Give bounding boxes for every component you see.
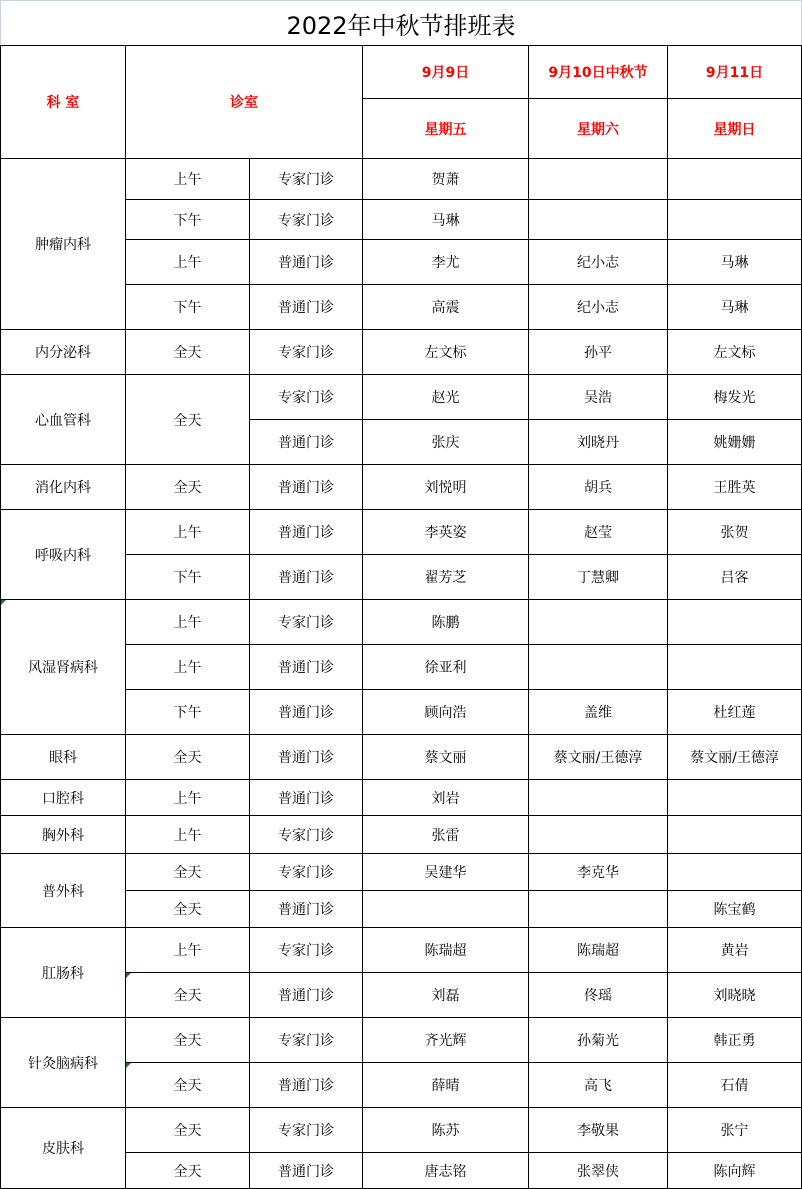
doctor-cell-day3 (668, 159, 802, 200)
doctor-cell-day1: 吴建华 (363, 854, 529, 891)
doctor-cell-day1: 赵光 (363, 375, 529, 420)
table-row (1, 1018, 802, 1063)
clinic-type-cell: 专家门诊 (250, 928, 363, 973)
doctor-cell-day1: 蔡文丽 (363, 735, 529, 780)
session-cell: 上午 (126, 159, 250, 200)
doctor-cell-day1: 刘岩 (363, 780, 529, 816)
doctor-cell-day2: 丁慧卿 (529, 555, 668, 600)
doctor-cell-day1: 陈苏 (363, 1108, 529, 1153)
dept-name-cell: 呼吸内科 (1, 510, 126, 600)
session-cell: 下午 (126, 555, 250, 600)
clinic-type-cell: 普通门诊 (250, 735, 363, 780)
doctor-cell-day2 (529, 645, 668, 690)
session-cell: 全天 (126, 891, 250, 928)
doctor-cell-day2 (529, 816, 668, 854)
cell-comment-marker (126, 1063, 131, 1068)
clinic-type-cell: 普通门诊 (250, 1153, 363, 1189)
doctor-cell-day3: 王胜英 (668, 465, 802, 510)
doctor-cell-day3 (668, 780, 802, 816)
header-date-3: 9月11日 (668, 46, 802, 99)
dept-name-cell: 心血管科 (1, 375, 126, 465)
doctor-cell-day2 (529, 200, 668, 240)
session-cell: 全天 (126, 973, 250, 1018)
clinic-type-cell: 普通门诊 (250, 780, 363, 816)
doctor-cell-day2: 佟瑶 (529, 973, 668, 1018)
dept-name-cell: 皮肤科 (1, 1108, 126, 1189)
clinic-type-cell: 普通门诊 (250, 645, 363, 690)
doctor-cell-day2: 赵莹 (529, 510, 668, 555)
doctor-cell-day2: 李敬果 (529, 1108, 668, 1153)
session-cell: 下午 (126, 200, 250, 240)
clinic-type-cell: 普通门诊 (250, 690, 363, 735)
clinic-type-cell: 普通门诊 (250, 1063, 363, 1108)
clinic-type-cell: 普通门诊 (250, 285, 363, 330)
table-row (1, 854, 802, 891)
doctor-cell-day1 (363, 891, 529, 928)
table-row (1, 600, 802, 645)
header-weekday-2: 星期六 (529, 99, 668, 159)
doctor-cell-day1: 刘悦明 (363, 465, 529, 510)
table-row (1, 159, 802, 200)
dept-name-cell: 胸外科 (1, 816, 126, 854)
doctor-cell-day3: 马琳 (668, 285, 802, 330)
doctor-cell-day3: 左文标 (668, 330, 802, 375)
dept-name-cell: 普外科 (1, 854, 126, 928)
doctor-cell-day2: 张翠侠 (529, 1153, 668, 1189)
table-row (1, 780, 802, 816)
session-cell: 全天 (126, 465, 250, 510)
dept-name-cell: 消化内科 (1, 465, 126, 510)
dept-name-cell: 肿瘤内科 (1, 159, 126, 330)
doctor-cell-day3: 姚姗姗 (668, 420, 802, 465)
doctor-cell-day2: 纪小志 (529, 285, 668, 330)
doctor-cell-day3: 韩正勇 (668, 1018, 802, 1063)
doctor-cell-day3 (668, 816, 802, 854)
table-row (1, 735, 802, 780)
table-row (1, 1108, 802, 1153)
session-cell: 上午 (126, 928, 250, 973)
doctor-cell-day2: 陈瑞超 (529, 928, 668, 973)
clinic-type-cell: 专家门诊 (250, 375, 363, 420)
clinic-type-cell: 专家门诊 (250, 1108, 363, 1153)
doctor-cell-day1: 徐亚利 (363, 645, 529, 690)
doctor-cell-day2 (529, 780, 668, 816)
clinic-type-cell: 普通门诊 (250, 555, 363, 600)
doctor-cell-day2: 纪小志 (529, 240, 668, 285)
doctor-cell-day3: 马琳 (668, 240, 802, 285)
clinic-type-cell: 专家门诊 (250, 600, 363, 645)
session-cell: 上午 (126, 780, 250, 816)
doctor-cell-day3 (668, 854, 802, 891)
cell-comment-marker (126, 973, 131, 978)
dept-name-cell: 风湿肾病科 (1, 600, 126, 735)
doctor-cell-day1: 翟芳芝 (363, 555, 529, 600)
session-cell: 上午 (126, 240, 250, 285)
doctor-cell-day2: 盖维 (529, 690, 668, 735)
clinic-type-cell: 普通门诊 (250, 973, 363, 1018)
sheet-title: 2022年中秋节排班表 (0, 0, 802, 45)
doctor-cell-day1: 陈瑞超 (363, 928, 529, 973)
session-cell: 全天 (126, 735, 250, 780)
header-date-2: 9月10日中秋节 (529, 46, 668, 99)
session-cell: 下午 (126, 285, 250, 330)
doctor-cell-day3 (668, 200, 802, 240)
clinic-type-cell: 普通门诊 (250, 510, 363, 555)
doctor-cell-day3: 刘晓晓 (668, 973, 802, 1018)
clinic-type-cell: 专家门诊 (250, 1018, 363, 1063)
table-row (1, 375, 802, 420)
header-date-1: 9月9日 (363, 46, 529, 99)
doctor-cell-day1: 陈鹏 (363, 600, 529, 645)
session-cell: 下午 (126, 690, 250, 735)
dept-name-cell: 针灸脑病科 (1, 1018, 126, 1108)
dept-name-cell: 肛肠科 (1, 928, 126, 1018)
doctor-cell-day1: 左文标 (363, 330, 529, 375)
doctor-cell-day2: 刘晓丹 (529, 420, 668, 465)
doctor-cell-day3: 杜红莲 (668, 690, 802, 735)
doctor-cell-day3: 吕客 (668, 555, 802, 600)
table-row (1, 465, 802, 510)
doctor-cell-day3 (668, 600, 802, 645)
session-cell: 全天 (126, 1153, 250, 1189)
session-cell: 上午 (126, 600, 250, 645)
doctor-cell-day2: 孙平 (529, 330, 668, 375)
doctor-cell-day2 (529, 600, 668, 645)
session-cell: 全天 (126, 1063, 250, 1108)
doctor-cell-day2: 吴浩 (529, 375, 668, 420)
doctor-cell-day3: 陈宝鹤 (668, 891, 802, 928)
schedule-table (0, 45, 802, 1189)
doctor-cell-day2: 孙菊光 (529, 1018, 668, 1063)
clinic-type-cell: 普通门诊 (250, 240, 363, 285)
doctor-cell-day1: 李尤 (363, 240, 529, 285)
session-cell: 全天 (126, 1108, 250, 1153)
dept-name-cell: 内分泌科 (1, 330, 126, 375)
doctor-cell-day1: 马琳 (363, 200, 529, 240)
doctor-cell-day3: 陈向辉 (668, 1153, 802, 1189)
doctor-cell-day1: 李英姿 (363, 510, 529, 555)
session-cell: 上午 (126, 645, 250, 690)
doctor-cell-day1: 张庆 (363, 420, 529, 465)
session-cell: 上午 (126, 510, 250, 555)
doctor-cell-day1: 顾向浩 (363, 690, 529, 735)
doctor-cell-day2: 高飞 (529, 1063, 668, 1108)
cell-comment-marker (1, 600, 6, 605)
doctor-cell-day3: 张宁 (668, 1108, 802, 1153)
doctor-cell-day2: 李克华 (529, 854, 668, 891)
header-dept: 科 室 (1, 46, 126, 159)
doctor-cell-day2: 蔡文丽/王德淳 (529, 735, 668, 780)
clinic-type-cell: 专家门诊 (250, 854, 363, 891)
clinic-type-cell: 专家门诊 (250, 159, 363, 200)
doctor-cell-day1: 薛晴 (363, 1063, 529, 1108)
doctor-cell-day1: 贺萧 (363, 159, 529, 200)
doctor-cell-day2: 胡兵 (529, 465, 668, 510)
header-clinic: 诊室 (126, 46, 363, 159)
dept-name-cell: 眼科 (1, 735, 126, 780)
header-weekday-3: 星期日 (668, 99, 802, 159)
doctor-cell-day1: 高震 (363, 285, 529, 330)
clinic-type-cell: 专家门诊 (250, 816, 363, 854)
session-cell: 全天 (126, 375, 250, 465)
table-row (1, 816, 802, 854)
doctor-cell-day1: 张雷 (363, 816, 529, 854)
clinic-type-cell: 普通门诊 (250, 420, 363, 465)
clinic-type-cell: 普通门诊 (250, 891, 363, 928)
doctor-cell-day3: 蔡文丽/王德淳 (668, 735, 802, 780)
clinic-type-cell: 专家门诊 (250, 200, 363, 240)
doctor-cell-day2 (529, 891, 668, 928)
session-cell: 全天 (126, 1018, 250, 1063)
session-cell: 上午 (126, 816, 250, 854)
doctor-cell-day3: 张贺 (668, 510, 802, 555)
session-cell: 全天 (126, 330, 250, 375)
doctor-cell-day2 (529, 159, 668, 200)
session-cell: 全天 (126, 854, 250, 891)
doctor-cell-day3 (668, 645, 802, 690)
doctor-cell-day1: 唐志铭 (363, 1153, 529, 1189)
header-weekday-1: 星期五 (363, 99, 529, 159)
clinic-type-cell: 普通门诊 (250, 465, 363, 510)
doctor-cell-day3: 黄岩 (668, 928, 802, 973)
table-row (1, 330, 802, 375)
table-row (1, 928, 802, 973)
doctor-cell-day3: 梅发光 (668, 375, 802, 420)
clinic-type-cell: 专家门诊 (250, 330, 363, 375)
doctor-cell-day1: 齐光辉 (363, 1018, 529, 1063)
doctor-cell-day3: 石倩 (668, 1063, 802, 1108)
table-row (1, 510, 802, 555)
dept-name-cell: 口腔科 (1, 780, 126, 816)
doctor-cell-day1: 刘磊 (363, 973, 529, 1018)
